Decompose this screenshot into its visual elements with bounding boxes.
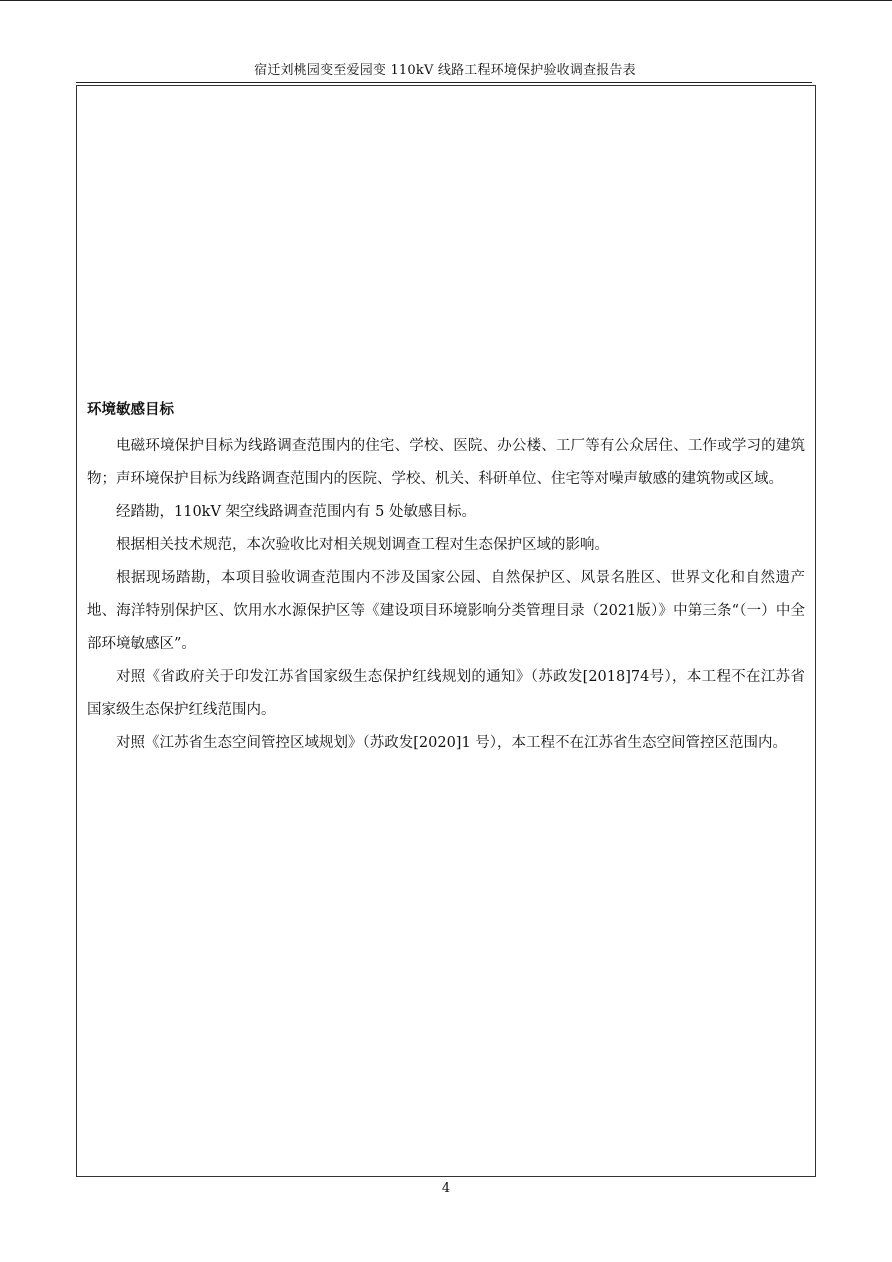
section-content [87,400,805,760]
paragraph: 对照《省政府关于印发江苏省国家级生态保护红线规划的通知》（苏政发[2018]74号），本工程不在江苏省国家级生态保护红线范围内。 [87,669,805,718]
header-rule [76,82,812,83]
running-header: 宿迁刘桃园变至爱园变 110kV 线路工程环境保护验收调查报告表 [254,63,636,78]
paragraph: 根据现场踏勘，本项目验收调查范围内不涉及国家公园、自然保护区、风景名胜区、世界文化和自然遗产地、海洋特别保护区、饮用水水源保护区等《建设项目环境影响分类管理目录（2021版）》中第三条“（一）中全部环境敏感区”。 [87,570,805,652]
paragraph: 对照《江苏省生态空间管控区域规划》（苏政发[2020]1 号），本工程不在江苏省生态空间管控区范围内。 [116,735,788,751]
page-number: 4 [441,1181,451,1196]
report-table-frame [76,85,816,1177]
page-top-edge [0,0,892,1]
paragraph: 根据相关技术规范，本次验收比对相关规划调查工程对生态保护区域的影响。 [116,537,609,553]
section-title: 环境敏感目标 [87,402,174,418]
paragraph: 电磁环境保护目标为线路调查范围内的住宅、学校、医院、办公楼、工厂等有公众居住、工作或学习的建筑物；声环境保护目标为线路调查范围内的医院、学校、机关、科研单位、住宅等对噪声敏感的建筑物或区域。 [87,438,805,487]
paragraph: 经踏勘，110kV 架空线路调查范围内有 5 处敏感目标。 [116,504,476,520]
